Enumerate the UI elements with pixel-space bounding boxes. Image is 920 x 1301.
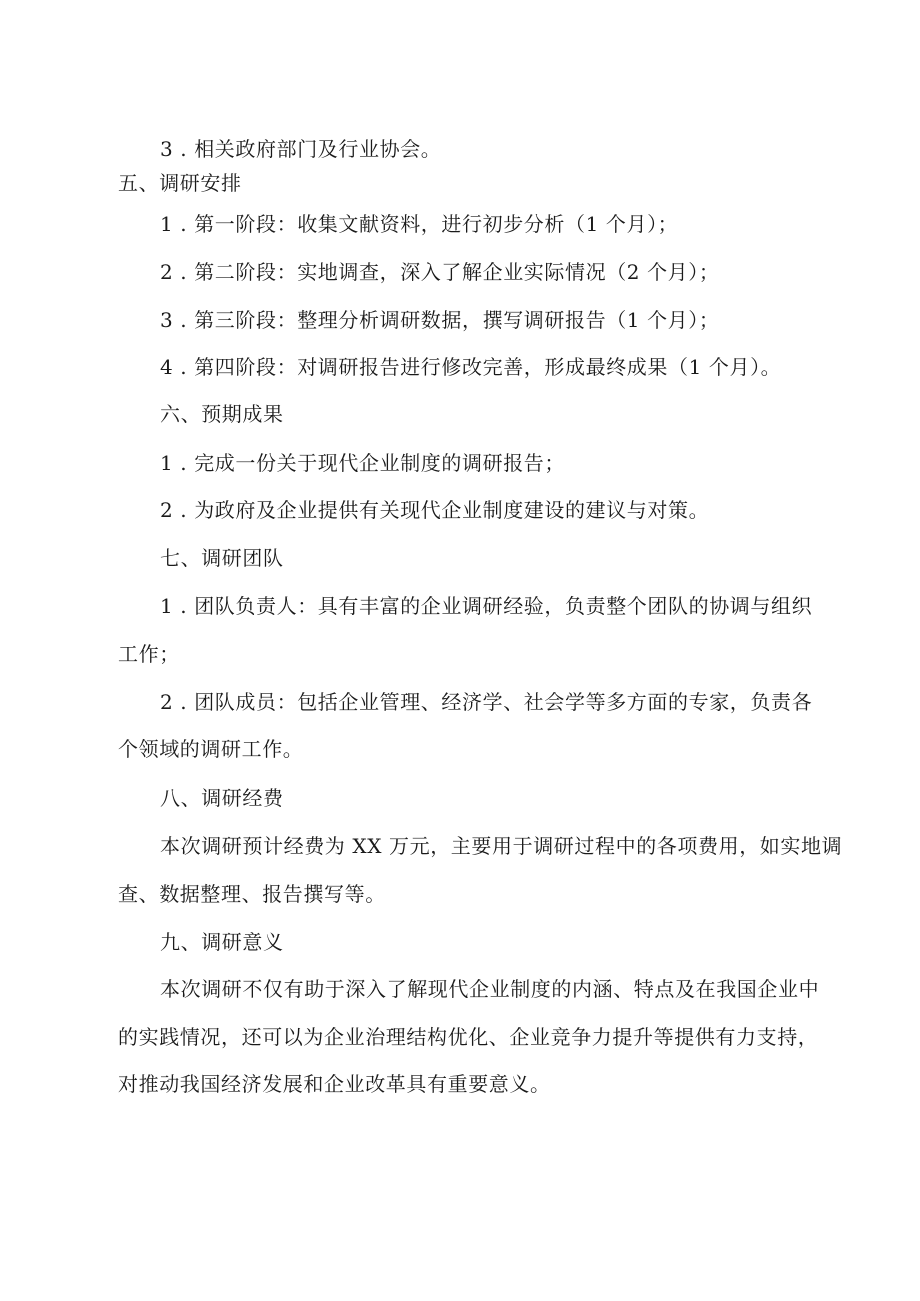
team-item-1-line-1: 1 . 团队负责人：具有丰富的企业调研经验，负责整个团队的协调与组织	[160, 594, 813, 618]
team-item-1-line-2: 工作；	[118, 642, 180, 666]
section-heading-expected-results: 六、预期成果	[160, 402, 284, 426]
result-item-2: 2 . 为政府及企业提供有关现代企业制度建设的建议与对策。	[160, 498, 710, 522]
significance-paragraph-line-1: 本次调研不仅有助于深入了解现代企业制度的内涵、特点及在我国企业中	[160, 977, 820, 1001]
budget-paragraph-line-1: 本次调研预计经费为 XX 万元，主要用于调研过程中的各项费用，如实地调	[160, 834, 843, 858]
schedule-item-4: 4 . 第四阶段：对调研报告进行修改完善，形成最终成果（1 个月）。	[160, 355, 782, 379]
schedule-item-1: 1 . 第一阶段：收集文献资料，进行初步分析（1 个月）；	[160, 212, 679, 236]
team-item-2-line-2: 个领域的调研工作。	[118, 737, 304, 761]
list-item-3-related-departments: 3 . 相关政府部门及行业协会。	[160, 137, 442, 161]
schedule-item-2: 2 . 第二阶段：实地调查，深入了解企业实际情况（2 个月）；	[160, 260, 720, 284]
section-heading-significance: 九、调研意义	[160, 930, 284, 954]
significance-paragraph-line-2: 的实践情况，还可以为企业治理结构优化、企业竞争力提升等提供有力支持，	[118, 1025, 819, 1049]
section-heading-schedule: 五、调研安排	[118, 171, 242, 195]
section-heading-budget: 八、调研经费	[160, 786, 284, 810]
budget-paragraph-line-2: 查、数据整理、报告撰写等。	[118, 882, 386, 906]
section-heading-team: 七、调研团队	[160, 546, 284, 570]
schedule-item-3: 3 . 第三阶段：整理分析调研数据，撰写调研报告（1 个月）；	[160, 308, 720, 332]
team-item-2-line-1: 2 . 团队成员：包括企业管理、经济学、社会学等多方面的专家，负责各	[160, 690, 813, 714]
result-item-1: 1 . 完成一份关于现代企业制度的调研报告；	[160, 451, 565, 475]
significance-paragraph-line-3: 对推动我国经济发展和企业改革具有重要意义。	[118, 1072, 551, 1096]
